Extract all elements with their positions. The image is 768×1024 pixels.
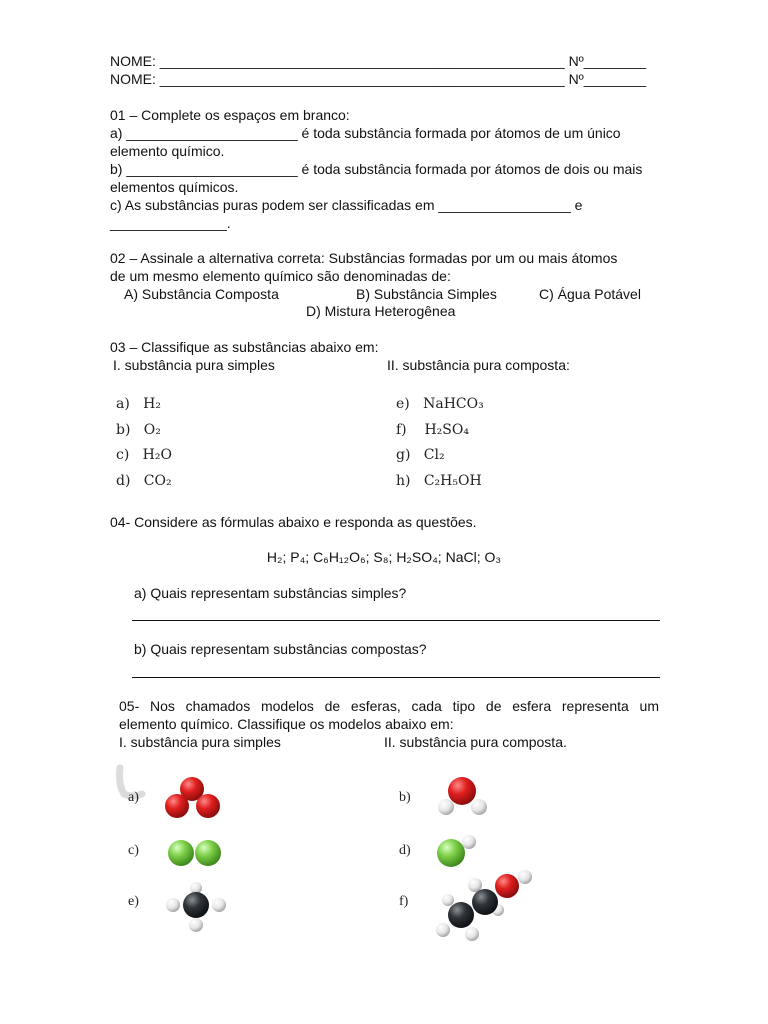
q02-option-a[interactable]: A) Substância Composta bbox=[124, 286, 279, 302]
q03-item-b: b) O₂ bbox=[116, 422, 161, 438]
q03-item-g: g) Cl₂ bbox=[396, 447, 445, 463]
q02-option-d[interactable]: D) Mistura Heterogênea bbox=[306, 303, 456, 319]
q03-item-h: h) C₂H₅OH bbox=[396, 473, 482, 489]
q02-option-b[interactable]: B) Substância Simples bbox=[356, 286, 497, 302]
q01-b-line1[interactable]: b) ______________________ é toda substância formada por átomos de dois ou mais bbox=[110, 161, 643, 177]
q04-formulas: H₂; P₄; C₆H₁₂O₆; S₈; H₂SO₄; NaCl; O₃ bbox=[266, 549, 502, 565]
q05-label-d: d) bbox=[399, 843, 411, 858]
q02-line2: de um mesmo elemento químico são denominadas de: bbox=[110, 268, 451, 284]
q01-c-line1[interactable]: c) As substâncias puras podem ser classificadas em _________________ e bbox=[110, 197, 583, 213]
q05-line1: 05- Nos chamados modelos de esferas, cada tipo de esfera representa um bbox=[119, 698, 659, 714]
model-d-hcl bbox=[437, 835, 476, 867]
name-blank[interactable]: ____________________________________________________ bbox=[159, 53, 565, 69]
q05-label-a: a) bbox=[128, 790, 139, 805]
q03-class-composite: II. substância pura composta: bbox=[387, 357, 570, 373]
model-f-ethanol bbox=[436, 870, 532, 941]
name-line-2: NOME: ____________________________________________________ Nº________ bbox=[110, 71, 647, 87]
q05-label-e: e) bbox=[128, 894, 139, 909]
model-b-water bbox=[438, 777, 487, 815]
q03-item-a: a) H₂ bbox=[116, 396, 161, 412]
q01-a-line2: elemento químico. bbox=[110, 143, 225, 159]
q04-title: 04- Considere as fórmulas abaixo e responda as questões. bbox=[110, 514, 477, 530]
q04-question-a: a) Quais representam substâncias simples? bbox=[134, 585, 407, 601]
q01-c-line2[interactable]: _______________. bbox=[110, 215, 231, 231]
q03-item-c: c) H₂O bbox=[116, 447, 172, 463]
q05-class-composite: II. substância pura composta. bbox=[384, 734, 567, 750]
number-blank[interactable]: ________ bbox=[583, 53, 647, 69]
q05-label-c: c) bbox=[128, 843, 139, 858]
name-blank[interactable]: ____________________________________________________ bbox=[159, 71, 565, 87]
q05-label-b: b) bbox=[399, 790, 411, 805]
q03-title: 03 – Classifique as substâncias abaixo em: bbox=[110, 339, 379, 355]
q05-line2: elemento químico. Classifique os modelos abaixo em: bbox=[119, 716, 454, 732]
q03-item-e: e) NaHCO₃ bbox=[396, 396, 484, 412]
q05-class-simple: I. substância pura simples bbox=[119, 734, 281, 750]
q01-b-line2: elementos químicos. bbox=[110, 179, 239, 195]
q01-title: 01 – Complete os espaços em branco: bbox=[110, 107, 350, 123]
q05-label-f: f) bbox=[399, 894, 409, 909]
q04-question-b: b) Quais representam substâncias compostas? bbox=[134, 641, 427, 657]
number-blank[interactable]: ________ bbox=[583, 71, 647, 87]
q03-class-simple: I. substância pura simples bbox=[113, 357, 275, 373]
q02-line1: 02 – Assinale a alternativa correta: Substâncias formadas por um ou mais átomos bbox=[110, 250, 618, 266]
q03-item-f: f) H₂SO₄ bbox=[396, 422, 469, 438]
q03-item-d: d) CO₂ bbox=[116, 473, 172, 489]
q01-a-line1[interactable]: a) ______________________ é toda substância formada por átomos de um único bbox=[110, 125, 621, 141]
q02-option-c[interactable]: C) Água Potável bbox=[539, 286, 641, 302]
model-e-methane bbox=[166, 882, 226, 932]
model-a-ozone bbox=[165, 777, 220, 818]
model-c-chlorine bbox=[168, 840, 221, 866]
name-line-1: NOME: ____________________________________________________ Nº________ bbox=[110, 53, 647, 69]
